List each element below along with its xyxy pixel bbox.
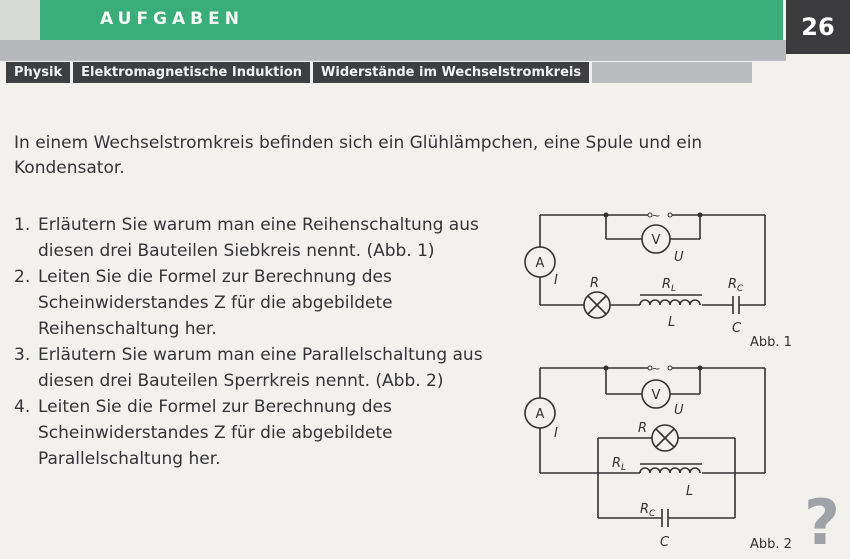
breadcrumb-topic: Widerstände im Wechselstromkreis — [313, 62, 589, 83]
task-list — [14, 212, 494, 472]
ac-source-symbol: ~ — [651, 209, 661, 222]
page-number: 26 — [786, 0, 850, 54]
section-banner — [40, 0, 783, 40]
task-number: 2. — [14, 267, 31, 287]
current-label: I — [554, 426, 558, 441]
ammeter-label: A — [535, 407, 545, 422]
lamp-label: R — [590, 276, 600, 291]
header-left-strip — [0, 0, 40, 40]
capacitance-label: C — [660, 535, 670, 550]
figure-2-parallel-circuit — [520, 358, 800, 554]
lamp-icon — [652, 425, 678, 451]
figure-caption: Abb. 1 — [750, 335, 792, 350]
inductance-label: L — [686, 484, 694, 499]
lamp-icon — [584, 292, 610, 318]
task-text: Leiten Sie die Formel zur Berechnung des Scheinwiderstandes Z für die abgebildete Parallelschaltung her. — [38, 397, 393, 469]
breadcrumb-tail — [592, 62, 752, 83]
figure-caption: Abb. 2 — [750, 537, 792, 552]
header-gray-band — [0, 40, 786, 61]
question-mark-icon: ? — [804, 486, 840, 559]
voltage-label: U — [674, 250, 684, 265]
intro-text: In einem Wechselstromkreis befinden sich ein Glühlämpchen, eine Spule und ein Kondensator. — [14, 133, 703, 178]
ammeter-label: A — [535, 256, 545, 271]
breadcrumb-subject: Physik — [6, 62, 70, 83]
figure-1-series-circuit — [520, 205, 800, 355]
breadcrumb — [6, 62, 752, 83]
header-bar — [0, 0, 850, 40]
lamp-label: R — [638, 421, 648, 436]
cap-resistance-label: $R_C$ — [728, 277, 744, 294]
section-title: AUFGABEN — [100, 9, 244, 29]
task-text: Erläutern Sie warum man eine Parallelschaltung aus diesen drei Bauteilen Sperrkreis nennt. (Abb. 2) — [38, 345, 483, 391]
cap-resistance-label: $R_C$ — [640, 502, 656, 519]
task-item — [14, 394, 494, 472]
ac-source-symbol: ~ — [651, 362, 661, 375]
voltage-label: U — [674, 403, 684, 418]
coil-resistance-label: $R_L$ — [662, 277, 677, 294]
task-number: 1. — [14, 215, 31, 235]
breadcrumb-chapter: Elektromagnetische Induktion — [73, 62, 310, 83]
task-item — [14, 342, 494, 394]
task-item — [14, 212, 494, 264]
task-number: 4. — [14, 397, 31, 417]
current-label: I — [554, 273, 558, 288]
task-text: Erläutern Sie warum man eine Reihenschaltung aus diesen drei Bauteilen Siebkreis nennt. (Abb. 1) — [38, 215, 479, 261]
inductance-label: L — [668, 315, 676, 330]
coil-resistance-label: $R_L$ — [612, 456, 627, 473]
voltmeter-label: V — [651, 233, 661, 248]
task-item — [14, 264, 494, 342]
task-text: Leiten Sie die Formel zur Berechnung des Scheinwiderstandes Z für die abgebildete Reihenschaltung her. — [38, 267, 393, 339]
voltmeter-label: V — [651, 388, 661, 403]
task-number: 3. — [14, 345, 31, 365]
capacitance-label: C — [732, 321, 742, 336]
